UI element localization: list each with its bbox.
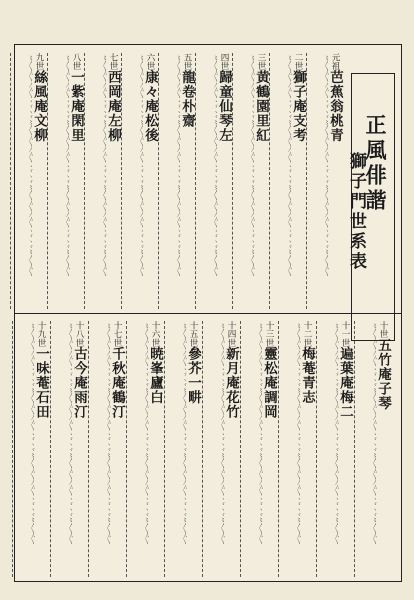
master-name: 暁峯廬白 — [147, 346, 163, 405]
scribble-notes: 〻〱〲〳〴〵ゝゞヽヾ〻〱〲〳〴〵ゝゞヽヾ〻〱〲〳〴〵ゝゞヽヾ〻〱〲 — [29, 323, 35, 545]
generation-label: 三世 — [256, 53, 266, 71]
master-name: 歸童仙琴左 — [216, 70, 232, 143]
generation-label: 五世 — [182, 53, 192, 71]
master-name: 龍卷朴齋 — [179, 70, 195, 129]
scribble-notes: 〻〱〲〳〴〵ゝゞヽヾ〻〱〲〳〴〵ゝゞヽヾ〻〱〲〳〴〵ゝゞヽヾ〻〱〲 — [181, 323, 187, 545]
generation-label: 十六世 — [150, 321, 160, 347]
scribble-notes: 〻〱〲〳〴〵ゝゞヽヾ〻〱〲〳〴〵ゝゞヽヾ〻〱〲〳〴〵ゝゞヽヾ〻〱〲 — [257, 323, 263, 545]
master-name: 獅子庵支考 — [290, 70, 306, 143]
scribble-notes: 〻〱〲〳〴〵ゝゞヽヾ〻〱〲〳〴〵ゝゞヽヾ〻〱〲〳〴〵ゝゞヽヾ〻〱〲 — [27, 55, 33, 277]
generation-label: 十二世 — [302, 321, 312, 347]
row-divider — [15, 313, 401, 314]
scribble-notes: 〻〱〲〳〴〵ゝゞヽヾ〻〱〲〳〴〵ゝゞヽヾ〻〱〲〳〴〵ゝゞヽヾ〻〱〲 — [64, 55, 70, 277]
genealogy-sheet — [14, 44, 402, 582]
generation-label: 十一世 — [340, 321, 350, 347]
scribble-notes: 〻〱〲〳〴〵ゝゞヽヾ〻〱〲〳〴〵ゝゞヽヾ〻〱〲〳〴〵ゝゞヽヾ〻〱〲 — [371, 323, 377, 545]
master-name: 芭蕉翁桃青 — [327, 70, 343, 143]
generation-label: 十三世 — [264, 321, 274, 347]
master-name: 絲風庵文柳 — [31, 70, 47, 143]
generation-label: 八世 — [71, 53, 81, 71]
column-divider — [10, 53, 11, 309]
scribble-notes: 〻〱〲〳〴〵ゝゞヽヾ〻〱〲〳〴〵ゝゞヽヾ〻〱〲〳〴〵ゝゞヽヾ〻〱〲 — [219, 323, 225, 545]
master-name: 一味菴石田 — [33, 346, 49, 420]
master-name: 遍葉庵梅二 — [337, 346, 353, 420]
scribble-notes: 〻〱〲〳〴〵ゝゞヽヾ〻〱〲〳〴〵ゝゞヽヾ〻〱〲〳〴〵ゝゞヽヾ〻〱〲 — [138, 55, 144, 277]
scribble-notes: 〻〱〲〳〴〵ゝゞヽヾ〻〱〲〳〴〵ゝゞヽヾ〻〱〲〳〴〵ゝゞヽヾ〻〱〲 — [67, 323, 73, 545]
master-name: 古今庵雨汀 — [71, 346, 87, 420]
master-name: 西岡庵左柳 — [105, 70, 121, 143]
master-name: 千秋庵鶴汀 — [109, 346, 125, 420]
generation-label: 十七世 — [112, 321, 122, 347]
scribble-notes: 〻〱〲〳〴〵ゝゞヽヾ〻〱〲〳〴〵ゝゞヽヾ〻〱〲〳〴〵ゝゞヽヾ〻〱〲 — [333, 323, 339, 545]
generation-label: 十五世 — [188, 321, 198, 347]
title-box — [346, 73, 395, 341]
master-name: 黄鶴園里紅 — [253, 70, 269, 143]
title-main: 正風俳諧 — [363, 114, 388, 214]
title-sub: 獅子門世系表 — [346, 152, 366, 272]
scribble-notes: 〻〱〲〳〴〵ゝゞヽヾ〻〱〲〳〴〵ゝゞヽヾ〻〱〲〳〴〵ゝゞヽヾ〻〱〲 — [323, 55, 329, 277]
scribble-notes: 〻〱〲〳〴〵ゝゞヽヾ〻〱〲〳〴〵ゝゞヽヾ〻〱〲〳〴〵ゝゞヽヾ〻〱〲 — [101, 55, 107, 277]
master-name: 新月庵花竹 — [223, 346, 239, 420]
scribble-notes: 〻〱〲〳〴〵ゝゞヽヾ〻〱〲〳〴〵ゝゞヽヾ〻〱〲〳〴〵ゝゞヽヾ〻〱〲 — [286, 55, 292, 277]
generation-label: 六世 — [145, 53, 155, 71]
master-name: 五竹庵子琴 — [375, 338, 391, 411]
scribble-notes: 〻〱〲〳〴〵ゝゞヽヾ〻〱〲〳〴〵ゝゞヽヾ〻〱〲〳〴〵ゝゞヽヾ〻〱〲 — [105, 323, 111, 545]
column-divider — [12, 321, 13, 577]
scribble-notes: 〻〱〲〳〴〵ゝゞヽヾ〻〱〲〳〴〵ゝゞヽヾ〻〱〲〳〴〵ゝゞヽヾ〻〱〲 — [249, 55, 255, 277]
scribble-notes: 〻〱〲〳〴〵ゝゞヽヾ〻〱〲〳〴〵ゝゞヽヾ〻〱〲〳〴〵ゝゞヽヾ〻〱〲 — [212, 55, 218, 277]
generation-label: 九世 — [34, 53, 44, 71]
master-name: 一紫庵閑里 — [68, 70, 84, 143]
generation-label: 七世 — [108, 53, 118, 71]
scribble-notes: 〻〱〲〳〴〵ゝゞヽヾ〻〱〲〳〴〵ゝゞヽヾ〻〱〲〳〴〵ゝゞヽヾ〻〱〲 — [295, 323, 301, 545]
master-name: 靈松庵調岡 — [261, 346, 277, 420]
master-name: 參芥一畊 — [185, 346, 201, 405]
generation-label: 四世 — [219, 53, 229, 71]
generation-label: 十四世 — [226, 321, 236, 347]
master-name: 康々庵松後 — [142, 70, 158, 143]
generation-label: 十九世 — [36, 321, 46, 347]
scribble-notes: 〻〱〲〳〴〵ゝゞヽヾ〻〱〲〳〴〵ゝゞヽヾ〻〱〲〳〴〵ゝゞヽヾ〻〱〲 — [143, 323, 149, 545]
master-name: 梅菴青志 — [299, 346, 315, 405]
generation-label: 十八世 — [74, 321, 84, 347]
scribble-notes: 〻〱〲〳〴〵ゝゞヽヾ〻〱〲〳〴〵ゝゞヽヾ〻〱〲〳〴〵ゝゞヽヾ〻〱〲 — [175, 55, 181, 277]
generation-label: 十世 — [378, 321, 388, 339]
generation-label: 元祖 — [330, 53, 340, 71]
generation-label: 二世 — [293, 53, 303, 71]
